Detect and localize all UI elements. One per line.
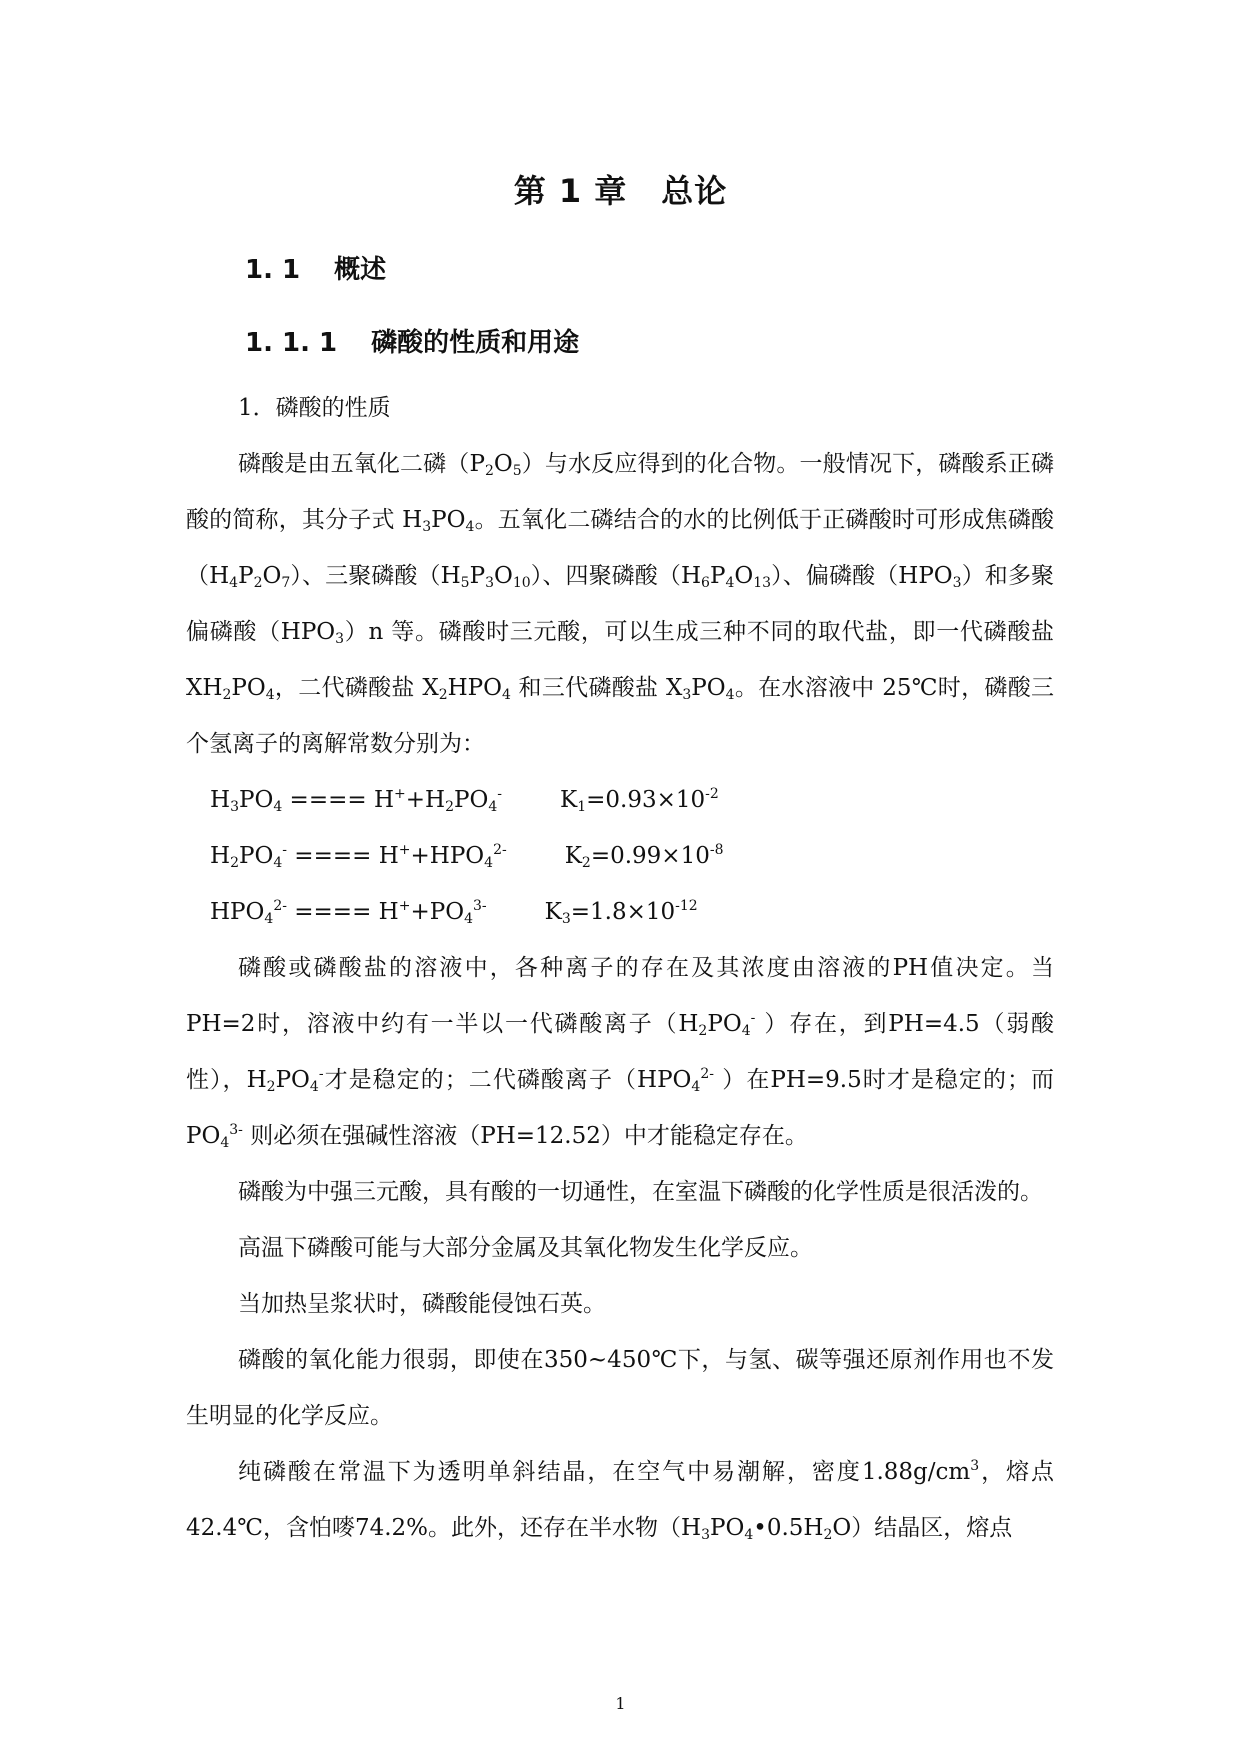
page-number: 1 bbox=[615, 1694, 626, 1713]
equation-1: $H_3PO_4$ ==== $H^++H_2PO_4^-$ $K_1=0.93\times 10^{-2}$ bbox=[210, 786, 719, 815]
section-number: 1. 1 bbox=[245, 255, 301, 285]
paragraph-7: 纯磷酸在常温下为透明单斜结晶，在空气中易潮解，密度$1.88g/cm^3$，熔点 42.4℃，含怕嘜74.2%。此外，还存在半水物$(H_3PO_4•0.5H_2O)$结晶区，熔点 bbox=[186, 1458, 1055, 1543]
subsection-number: 1. 1. 1 bbox=[245, 328, 338, 358]
section-title: 概述 bbox=[334, 255, 387, 285]
body-text bbox=[186, 380, 1054, 1556]
chapter-name: 总论 bbox=[661, 172, 728, 210]
paragraph-6: 磷酸的氧化能力很弱，即使在350~450℃下，与氢、碳等强还原剂作用也不发生明显的化学反应。 bbox=[186, 1347, 1054, 1429]
section-heading bbox=[245, 249, 386, 286]
list-label: 1．磷酸的性质 bbox=[238, 395, 391, 421]
chapter-number: 第 1 章 bbox=[513, 172, 628, 210]
subsection-heading bbox=[245, 322, 579, 359]
subsection-title: 磷酸的性质和用途 bbox=[371, 328, 580, 358]
paragraph-2: 磷酸或磷酸盐的溶液中，各种离子的存在及其浓度由溶液的PH值决定。当PH=2时，溶液中约有一半以一代磷酸离子（$H_2PO_4^-$ ）存在，到PH=4.5（弱酸性），$H_2PO_4^-$才是稳定的；二代磷酸离子（$HPO_4^{2-}$ ）在PH=9.5时才是稳定的；而 $PO_4^{3-}$ 则必须在强碱性溶液（PH=12.52）中才能稳定存在。 bbox=[186, 955, 1054, 1151]
paragraph-4: 高温下磷酸可能与大部分金属及其氧化物发生化学反应。 bbox=[238, 1235, 813, 1261]
equation-3: $HPO_4^{2-}$ ==== $H^++PO_4^{3-}$ $K_3=1.8\times 10^{-12}$ bbox=[210, 898, 698, 927]
chapter-title bbox=[0, 166, 1241, 212]
equation-2: $H_2PO_4^-$ ==== $H^++HPO_4^{2-}$ $K_2=0.99\times 10^{-8}$ bbox=[210, 842, 724, 871]
paragraph-5: 当加热呈浆状时，磷酸能侵蚀石英。 bbox=[238, 1291, 606, 1317]
paragraph-3: 磷酸为中强三元酸，具有酸的一切通性，在室温下磷酸的化学性质是很活泼的。 bbox=[238, 1179, 1043, 1205]
paragraph-1: 磷酸是由五氧化二磷$(P_2O_5)$与水反应得到的化合物。一般情况下，磷酸系正磷酸的简称，其分子式 $H_3PO_4$。五氧化二磷结合的水的比例低于正磷酸时可形成焦磷酸$(H_4P_2O_7)$、三聚磷酸$(H_5P_3O_{10})$、四聚磷酸$(H_6P_4O_{13})$、偏磷酸$(HPO_3)$和多聚偏磷酸$(HPO_3)n$ 等。磷酸时三元酸，可以生成三种不同的取代盐，即一代磷酸盐 $XH_2PO_4$，二代磷酸盐 $X_2HPO_4$ 和三代磷酸盐 $X_3PO_4$。在水溶液中 25℃时，磷酸三个氢离子的离解常数分别为： bbox=[186, 451, 1055, 757]
